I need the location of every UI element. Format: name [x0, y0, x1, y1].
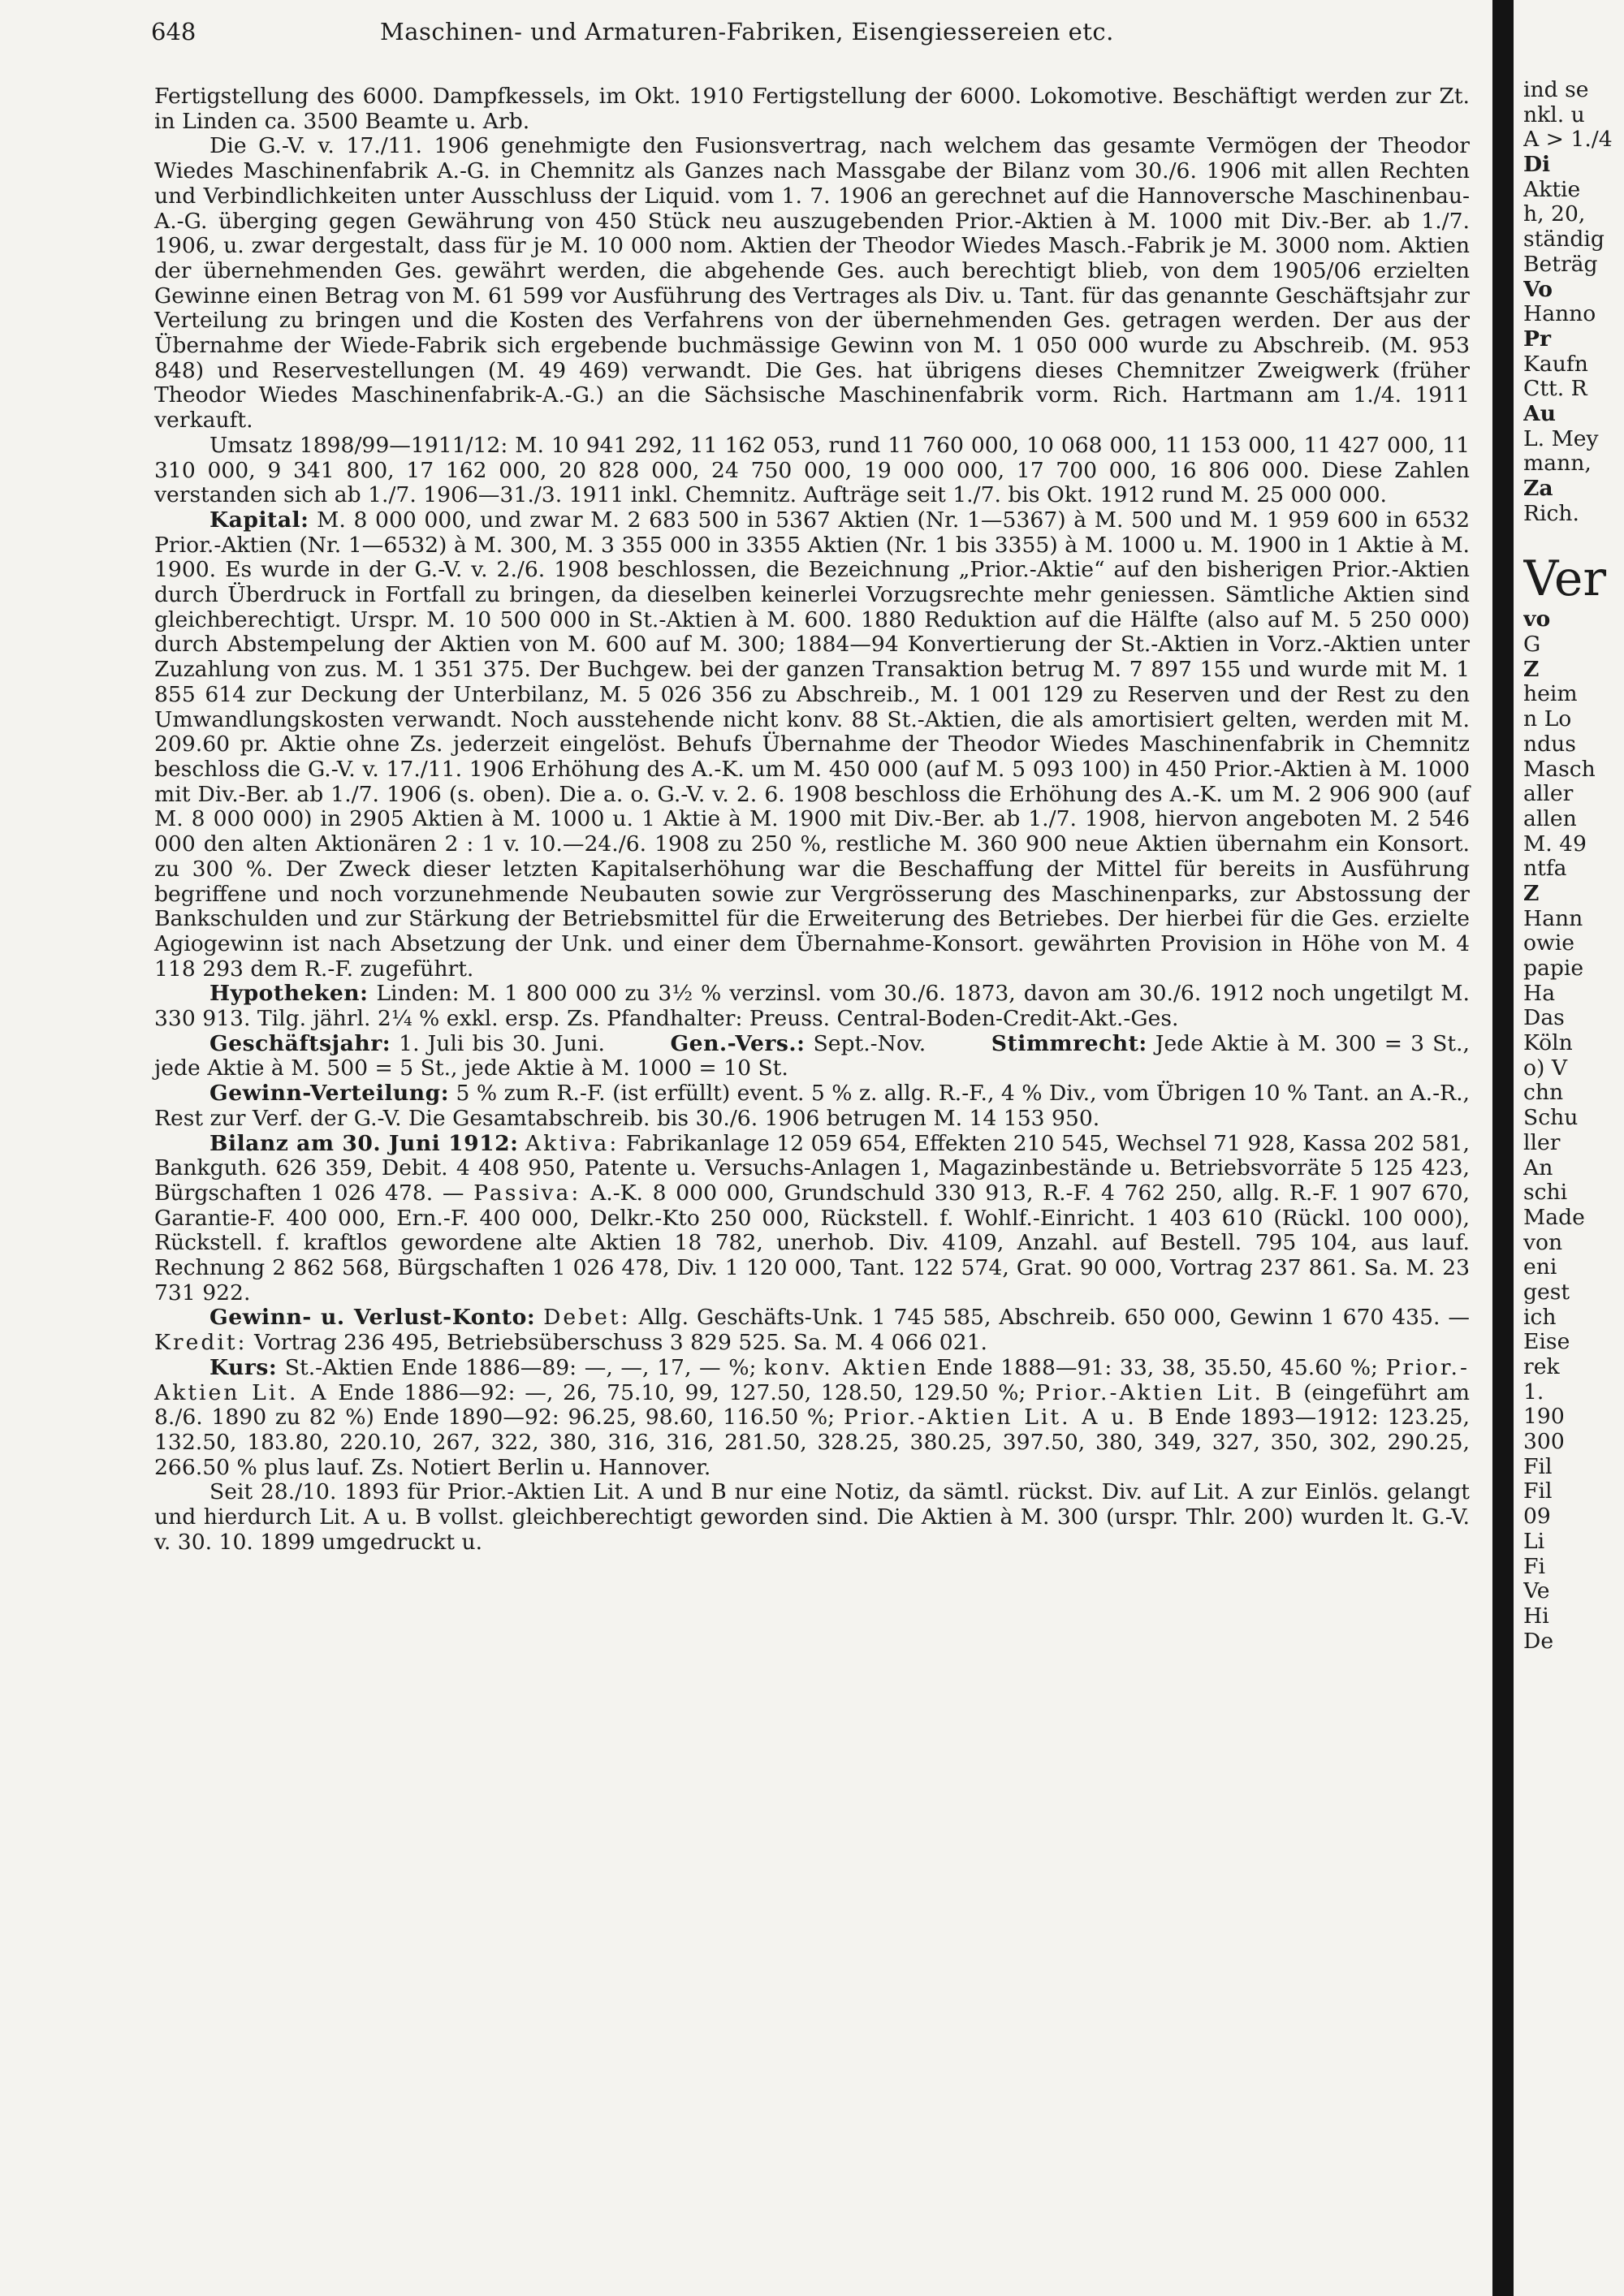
margin-fragment-line: Rich. [1523, 500, 1580, 526]
kurs-spaced-1: konv. Aktien [764, 1354, 929, 1380]
margin-fragment-line: Ve [1523, 1578, 1550, 1604]
bilanz-aktiva-text: Fabrikanlage 12 059 654, Effekten 210 545, Wechsel 71 928, Kassa 202 581, Bankguth. 626 359, Debit. 4 408 950, Patente u. Versuchs-Anlagen 1, Magazinbestände u. Betriebsvorräte 5 125 423, Bürgschaften 1 026 478. — [154, 1130, 1470, 1206]
kurs-label: Kurs: [209, 1354, 278, 1380]
margin-fragment-line: Ha [1523, 980, 1556, 1006]
margin-fragment-line: Aktie [1523, 176, 1581, 202]
margin-fragment-line: A > 1./4 [1523, 127, 1613, 153]
kurs-spaced-3: Prior.-Aktien Lit. B [1035, 1379, 1294, 1405]
margin-fragment-line: rek [1523, 1354, 1560, 1379]
margin-fragment-line: Beträg [1523, 251, 1598, 277]
bilanz-passiva-text: A.-K. 8 000 000, Grundschuld 330 913, R.-F. 4 762 250, allg. R.-F. 1 907 670, Garantie-F. 400 000, Ern.-F. 400 000, Delkr.-Kto 250 000, Rückstell. f. Wohlf.-Einricht. 1 403 610 (Rückl. 100 000), Rückstell. f. kraftlos gewordene alte Aktien 18 782, unerhob. Div. 4109, Anzahl. auf Bestell. 795 104, aus lauf. Rechnung 2 862 568, Bürgschaften 1 026 478, Div. 1 120 000, Tant. 122 574, Grat. 90 000, Vortrag 237 861. Sa. M. 23 731 922. [154, 1180, 1470, 1306]
section-kurs [154, 1356, 1470, 1481]
margin-fragment-line: aller [1523, 781, 1574, 807]
adjacent-page-fragments [1523, 78, 1624, 1654]
margin-fragment-line: schi [1523, 1180, 1568, 1206]
kapital-text: M. 8 000 000, und zwar M. 2 683 500 in 5367 Aktien (Nr. 1—5367) à M. 500 und M. 1 959 600 in 6532 Prior.-Aktien (Nr. 1—6532) à M. 300, M. 3 355 000 in 3355 Aktien (Nr. 1 bis 3355) à M. 1000 u. M. 1900 in 1 Aktie à M. 1900. Es wurde in der G.-V. v. 2./6. 1908 beschlossen, die Bezeichnung „Prior.-Aktie“ auf den bisherigen Prior.-Aktien durch Überdruck in Fortfall zu bringen, da dieselben keinerlei Vorzugsrechte mehr geniessen. Sämtliche Aktien sind gleichberechtigt. Urspr. M. 10 500 000 in St.-Aktien à M. 600. 1880 Reduktion auf die Hälfte (also auf M. 5 250 000) durch Abstempelung der Aktien von M. 600 auf M. 300; 1884—94 Konvertierung der St.-Aktien in Vorz.-Aktien unter Zuzahlung von zus. M. 1 351 375. Der Buchgew. bei der ganzen Transaktion betrug M. 7 897 155 und wurde mit M. 1 855 614 zur Deckung der Unterbilanz, M. 5 026 356 zu Abschreib., M. 1 001 129 zu Reserven und der Rest zu den Umwandlungskosten verwandt. Noch ausstehende nicht konv. 88 St.-Aktien, die als amortisiert gelten, werden mit M. 209.60 pr. Aktie ohne Zs. jederzeit eingelöst. Behufs Übernahme der Theodor Wiedes Maschinenfabrik in Chemnitz beschloss die G.-V. v. 17./11. 1906 Erhöhung des A.-K. um M. 450 000 (auf M. 5 093 100) in 450 Prior.-Aktien à M. 1000 mit Div.-Ber. ab 1./7. 1906 (s. oben). Die a. o. G.-V. v. 2. 6. 1908 beschloss die Erhöhung des A.-K. um M. 2 906 900 (auf M. 8 000 000) in 2905 Aktien à M. 1000 u. 1 Aktie à M. 1900 mit Div.-Ber. ab 1./7. 1908, hiervon angeboten M. 2 546 000 den alten Aktionären 2 : 1 v. 10.—24./6. 1908 zu 250 %, restliche M. 360 900 neue Aktien übernahm ein Konsort. zu 300 %. Der Zweck dieser letzten Kapitalserhöhung war die Beschaffung der Mittel für bereits in Ausführung begriffene und noch vorzunehmende Neubauten sowie zur Vergrösserung des Maschinenparks, zur Abstossung der Bankschulden und zur Stärkung der Betriebsmittel für die Erweiterung des Betriebes. Der hierbei für die Ges. erzielte Agiogewinn ist nach Absetzung der Unk. und einer dem Übernahme-Konsort. gewährten Provision in Höhe von M. 4 118 293 dem R.-F. zugeführt. [154, 507, 1470, 982]
section-hypotheken [154, 982, 1470, 1031]
margin-fragment-line: chn [1523, 1080, 1564, 1106]
margin-fragment-line: Ver [1523, 550, 1607, 608]
margin-fragment-line: Eise [1523, 1329, 1570, 1355]
margin-fragment-line: Z [1523, 656, 1540, 682]
margin-fragment-line: Za [1523, 476, 1553, 501]
guv-debet-label: Debet: [543, 1305, 631, 1331]
kurs-spaced-2: Prior.-Aktien Lit. A [154, 1354, 1470, 1405]
page-number: 648 [151, 18, 197, 45]
margin-fragment-line: owie [1523, 930, 1575, 956]
margin-fragment-line: Schu [1523, 1105, 1579, 1131]
bilanz-label: Bilanz am 30. Juni 1912: [209, 1130, 519, 1156]
kurs-text-1: St.-Aktien Ende 1886—89: —, —, 17, — %; [284, 1354, 757, 1380]
margin-fragment-line: G [1523, 632, 1541, 658]
margin-fragment-line: heim [1523, 681, 1578, 707]
guv-debet-text: Allg. Geschäfts-Unk. 1 745 585, Abschreib. 650 000, Gewinn 1 670 435. — [638, 1305, 1470, 1331]
margin-fragment-line: Kaufn [1523, 351, 1588, 377]
margin-fragment-line: Fil [1523, 1453, 1553, 1479]
margin-fragment-line: allen [1523, 805, 1577, 831]
section-geschaeftsjahr [154, 1032, 1470, 1081]
gen-vers-text: Sept.-Nov. [813, 1030, 926, 1056]
margin-fragment-line: papie [1523, 956, 1584, 981]
margin-fragment-line: Hanno [1523, 301, 1596, 327]
margin-fragment-line: 1. [1523, 1379, 1544, 1405]
margin-fragment-line: L. Mey [1523, 425, 1599, 451]
guv-label: Gewinn- u. Verlust-Konto: [209, 1305, 536, 1331]
gen-vers-label: Gen.-Vers.: [670, 1030, 806, 1056]
margin-fragment-line: o) V [1523, 1055, 1568, 1081]
stimmrecht-text: Jede Aktie à M. 300 = 3 St., jede Aktie à M. 500 = 5 St., jede Aktie à M. 1000 = 10 St. [154, 1030, 1470, 1081]
margin-fragment-line: Au [1523, 400, 1556, 426]
margin-fragment-line: De [1523, 1628, 1554, 1654]
margin-fragment-line: Köln [1523, 1030, 1573, 1056]
margin-fragment-line: mann, [1523, 451, 1592, 477]
margin-fragment-line: ller [1523, 1129, 1561, 1155]
margin-fragment-line: M. 49 [1523, 831, 1587, 857]
section-gewinn-verteilung [154, 1081, 1470, 1131]
kurs-text-5: Ende 1893—1912: 123.25, 132.50, 183.80, 220.10, 267, 322, 380, 316, 316, 281.50, 328.25, 380.25, 397.50, 380, 349, 327, 350, 302, 290.25, 266.50 % plus lauf. Zs. Notiert Berlin u. Hannover. [154, 1405, 1470, 1480]
margin-fragment-line: Li [1523, 1528, 1545, 1554]
running-title: Maschinen- und Armaturen-Fabriken, Eisengiessereien etc. [380, 18, 1114, 45]
bilanz-passiva-label: Passiva: [473, 1180, 581, 1206]
gewinn-verteilung-label: Gewinn-Verteilung: [209, 1081, 450, 1107]
page-header [151, 11, 1483, 52]
paragraph-umsatz: Umsatz 1898/99—1911/12: M. 10 941 292, 11 162 053, rund 11 760 000, 10 068 000, 11 153 000, 11 427 000, 11 310 000, 9 341 800, 17 162 000, 20 828 000, 24 750 000, 19 000 000, 17 700 000, 16 806 000. Diese Zahlen verstanden sich ab 1./7. 1906—31./3. 1911 inkl. Chemnitz. Aufträge seit 1./7. bis Okt. 1912 rund M. 25 000 000. [154, 432, 1470, 508]
margin-fragment-line: vo [1523, 606, 1551, 632]
guv-kredit-label: Kredit: [154, 1330, 248, 1356]
margin-fragment-line: h, 20, [1523, 201, 1586, 227]
margin-fragment-line: Pr [1523, 326, 1552, 352]
margin-fragment-line: An [1523, 1154, 1553, 1180]
section-gewinn-verlust [154, 1306, 1470, 1355]
margin-fragment-line: n Lo [1523, 706, 1572, 732]
main-column [154, 84, 1470, 1555]
paragraph-fusion: Die G.-V. v. 17./11. 1906 genehmigte den Fusionsvertrag, nach welchem das gesamte Vermögen der Theodor Wiedes Maschinenfabrik A.-G. in Chemnitz als Ganzes nach Massgabe der Bilanz vom 30./6. 1906 mit allen Rechten und Verbindlichkeiten unter Ausschluss der Liquid. vom 1. 7. 1906 an gerechnet auf die Hannoversche Maschinenbau-A.-G. überging gegen Gewährung von 450 Stück neu auszugebenden Prior.-Aktien à M. 1000 mit Div.-Ber. ab 1./7. 1906, u. zwar dergestalt, dass für je M. 10 000 nom. Aktien der Theodor Wiedes Masch.-Fabrik je M. 3000 nom. Aktien der übernehmenden Ges. gewährt werden, die abgehende Ges. auch berechtigt blieb, von dem 1905/06 erzielten Gewinne einen Betrag von M. 61 599 vor Ausführung des Vertrages als Div. u. Tant. für das genannte Geschäftsjahr zur Verteilung zu bringen und die Kosten des Verfahrens von der übernehmenden Ges. getragen werden. Der aus der Übernahme der Wiede-Fabrik sich ergebende buchmässige Gewinn von M. 1 050 000 wurde zu Abschreib. (M. 953 848) und Reservestellungen (M. 49 469) verwandt. Die Ges. hat übrigens dieses Chemnitzer Zweigwerk (früher Theodor Wiedes Maschinenfabrik-A.-G.) an die Sächsische Maschinenfabrik vorm. Rich. Hartmann am 1./4. 1911 verkauft. [154, 133, 1470, 434]
margin-fragment-line: Hann [1523, 905, 1583, 931]
kurs-text-4: (eingeführt am 8./6. 1890 zu 82 %) Ende 1890—92: 96.25, 98.60, 116.50 %; [154, 1379, 1470, 1431]
margin-fragment-line: von [1523, 1229, 1563, 1255]
margin-fragment-line: 190 [1523, 1404, 1565, 1430]
geschaeftsjahr-text: 1. Juli bis 30. Juni. [399, 1030, 605, 1056]
margin-fragment-line: gest [1523, 1279, 1570, 1305]
margin-fragment-line: 09 [1523, 1504, 1551, 1530]
geschaeftsjahr-label: Geschäftsjahr: [209, 1030, 391, 1056]
margin-fragment-line: eni [1523, 1254, 1557, 1280]
kurs-text-3: Ende 1886—92: —, 26, 75.10, 99, 127.50, 128.50, 129.50 %; [338, 1379, 1026, 1405]
hypotheken-label: Hypotheken: [209, 981, 369, 1007]
hypotheken-text: Linden: M. 1 800 000 zu 3½ % verzinsl. vom 30./6. 1873, davon am 30./6. 1912 noch ungetilgt M. 330 913. Tilg. jährl. 2¼ % exkl. ersp. Zs. Pfandhalter: Preuss. Central-Boden-Credit-Akt.-Ges. [154, 981, 1470, 1032]
kurs-text-2: Ende 1888—91: 33, 38, 35.50, 45.60 %; [936, 1354, 1378, 1380]
page-gutter-shadow [1492, 0, 1514, 2296]
section-kapital [154, 508, 1470, 982]
margin-fragment-line: ind se [1523, 78, 1589, 102]
kurs-spaced-4: Prior.-Aktien Lit. A u. B [843, 1405, 1167, 1431]
margin-fragment-line: Hi [1523, 1603, 1549, 1629]
margin-fragment-line: Fi [1523, 1553, 1545, 1579]
kapital-label: Kapital: [209, 507, 309, 533]
margin-fragment-line: nkl. u [1523, 101, 1585, 127]
margin-fragment-line: Masch [1523, 756, 1596, 782]
margin-fragment-line: ständig [1523, 227, 1605, 252]
margin-fragment-line: Vo [1523, 276, 1553, 302]
section-bilanz [154, 1132, 1470, 1306]
guv-kredit-text: Vortrag 236 495, Betriebsüberschuss 3 829 525. Sa. M. 4 066 021. [253, 1330, 987, 1356]
paragraph-intro: Fertigstellung des 6000. Dampfkessels, im Okt. 1910 Fertigstellung der 6000. Lokomotive. Beschäftigt werden zur Zt. in Linden ca. 3500 Beamte u. Arb. [154, 84, 1470, 134]
margin-fragment-line: ndus [1523, 731, 1576, 757]
margin-fragment-line: 300 [1523, 1429, 1565, 1455]
margin-fragment-line: Made [1523, 1204, 1585, 1230]
margin-fragment-line: ntfa [1523, 856, 1567, 882]
margin-fragment-line: Di [1523, 152, 1551, 178]
stimmrecht-label: Stimmrecht: [991, 1030, 1147, 1056]
margin-fragment-line: ich [1523, 1304, 1557, 1330]
paragraph-notiz: Seit 28./10. 1893 für Prior.-Aktien Lit. A und B nur eine Notiz, da sämtl. rückst. Div. auf Lit. A zur Einlös. gelangt und hierdurch Lit. A u. B vollst. gleichberechtigt geworden sind. Die Aktien à M. 300 (urspr. Thlr. 200) wurden lt. G.-V. v. 30. 10. 1899 umgedruckt u. [154, 1479, 1470, 1555]
margin-fragment-line: Fil [1523, 1478, 1553, 1504]
bilanz-aktiva-label: Aktiva: [525, 1130, 620, 1156]
margin-fragment-line: Z [1523, 880, 1540, 906]
margin-fragment-line: Das [1523, 1005, 1565, 1031]
margin-fragment-line: Ctt. R [1523, 376, 1587, 402]
gewinn-verteilung-text: 5 % zum R.-F. (ist erfüllt) event. 5 % z. allg. R.-F., 4 % Div., vom Übrigen 10 % Tant. an A.-R., Rest zur Verf. der G.-V. Die Gesamtabschreib. bis 30./6. 1906 betrugen M. 14 153 950. [154, 1081, 1470, 1131]
